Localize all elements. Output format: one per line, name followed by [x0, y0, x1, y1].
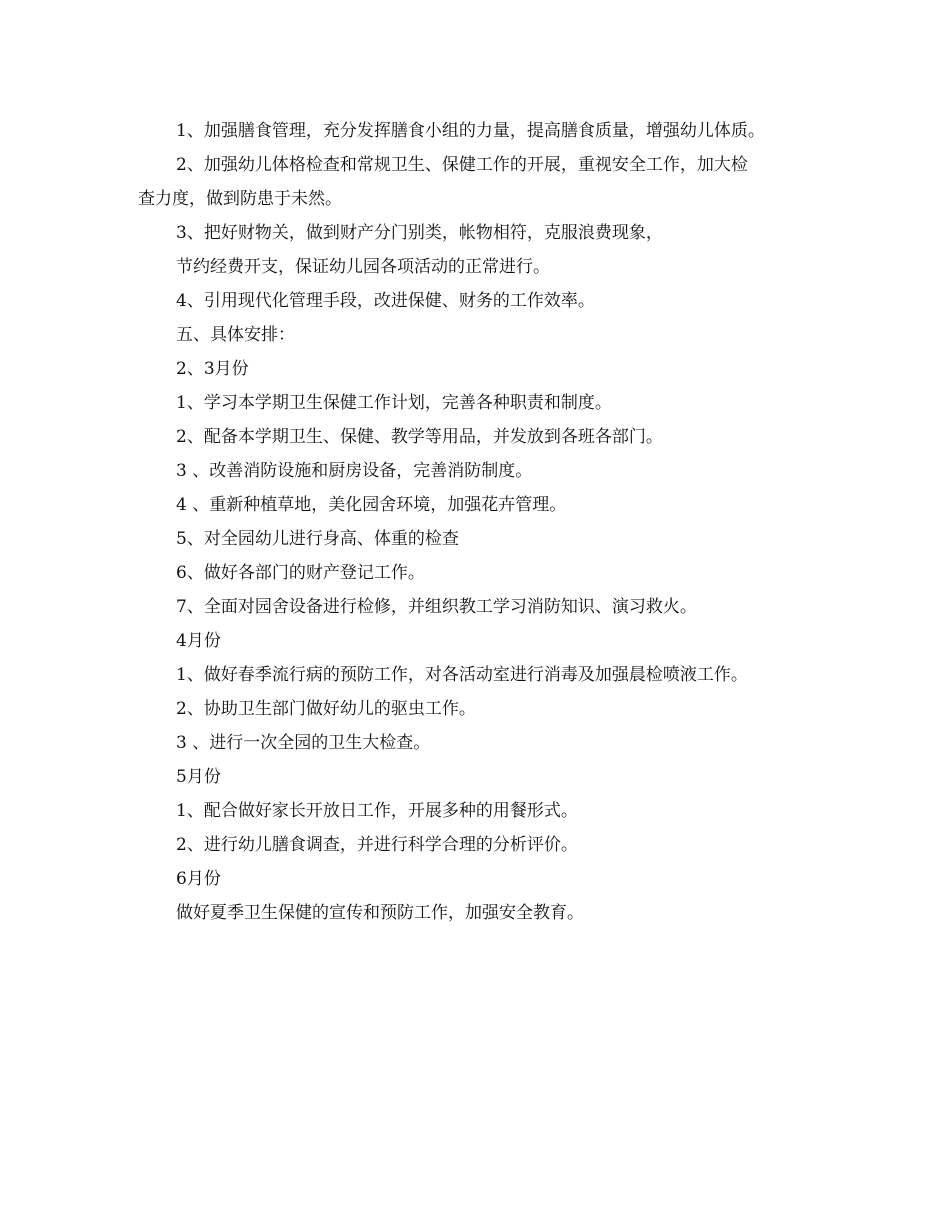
month-heading-jun: 6月份: [176, 869, 221, 889]
text-line-22: 2、进行幼儿膳食调查，并进行科学合理的分析评价。: [176, 835, 578, 855]
text-line-9: 1、学习本学期卫生保健工作计划，完善各种职责和制度。: [176, 393, 612, 413]
text-line-19: 3 、进行一次全园的卫生大检查。: [176, 733, 431, 753]
text-line-1: 1、加强膳食管理，充分发挥膳食小组的力量，提高膳食质量，增强幼儿体质。: [176, 121, 765, 141]
text-line-24: 做好夏季卫生保健的宣传和预防工作，加强安全教育。: [176, 903, 584, 923]
text-line-6: 4、引用现代化管理手段，改进保健、财务的工作效率。: [176, 291, 595, 311]
month-heading-feb-mar: 2、3月份: [176, 359, 249, 379]
text-line-3: 查力度，做到防患于未然。: [138, 189, 342, 209]
text-line-18: 2、协助卫生部门做好幼儿的驱虫工作。: [176, 699, 476, 719]
text-line-21: 1、配合做好家长开放日工作，开展多种的用餐形式。: [176, 801, 578, 821]
text-line-5: 节约经费开支，保证幼儿园各项活动的正常进行。: [176, 257, 550, 277]
text-line-13: 5、对全园幼儿进行身高、体重的检查: [176, 529, 459, 549]
text-line-15: 7、全面对园舍设备进行检修，并组织教工学习消防知识、演习救火。: [176, 597, 697, 617]
text-line-11: 3 、改善消防设施和厨房设备，完善消防制度。: [176, 461, 533, 481]
section-heading: 五、具体安排：: [176, 325, 295, 345]
text-line-10: 2、配备本学期卫生、保健、教学等用品，并发放到各班各部门。: [176, 427, 663, 447]
text-line-17: 1、做好春季流行病的预防工作，对各活动室进行消毒及加强晨检喷液工作。: [176, 665, 748, 685]
month-heading-apr: 4月份: [176, 631, 221, 651]
text-line-2: 2、加强幼儿体格检查和常规卫生、保健工作的开展，重视安全工作，加大检: [176, 155, 748, 175]
month-heading-may: 5月份: [176, 767, 221, 787]
text-line-4: 3、把好财物关，做到财产分门别类，帐物相符，克服浪费现象，: [176, 223, 663, 243]
text-line-12: 4 、重新种植草地，美化园舍环境，加强花卉管理。: [176, 495, 567, 515]
text-line-14: 6、做好各部门的财产登记工作。: [176, 563, 425, 583]
